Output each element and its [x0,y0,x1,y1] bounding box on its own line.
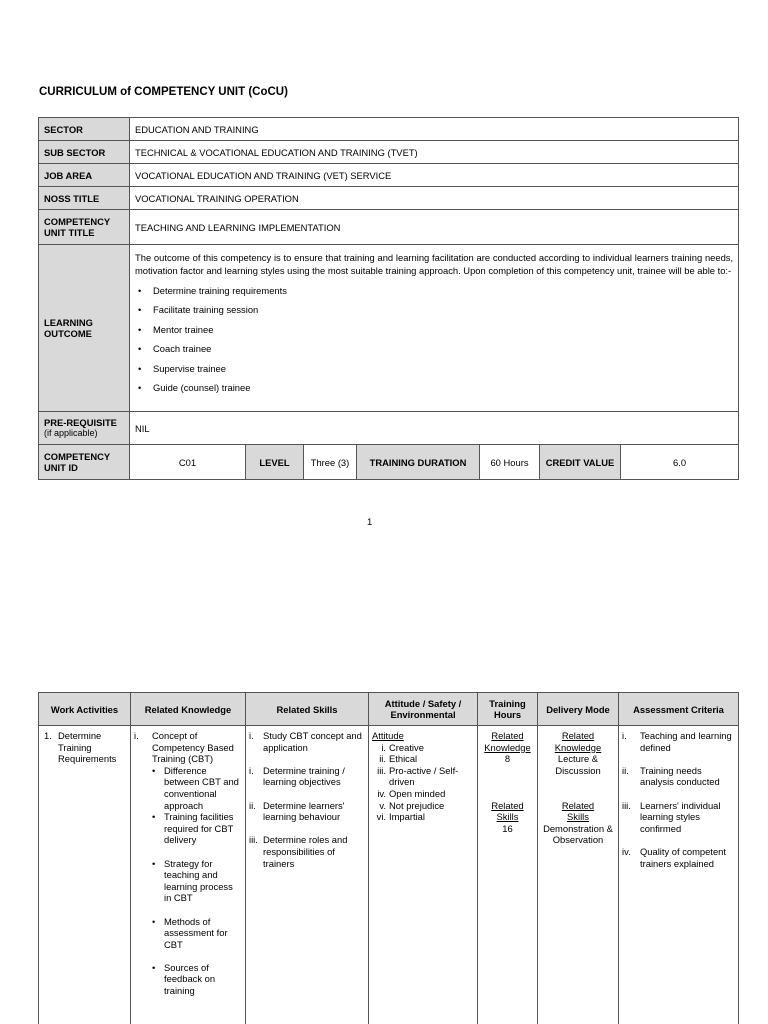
attitude-text: Open minded [389,787,446,799]
sub-sector-value: TECHNICAL & VOCATIONAL EDUCATION AND TRAINING (TVET) [130,141,739,164]
prereq-label: PRE-REQUISITE [44,417,117,428]
list-marker: 1. [44,730,52,741]
cu-title-row [39,210,739,245]
page-number: 1 [367,517,373,528]
attitude-text: Not prejudice [389,799,445,811]
document-title: CURRICULUM of COMPETENCY UNIT (CoCU) [39,86,288,98]
list-item [372,742,474,754]
learning-outcome-row [39,245,739,412]
learning-outcome-label: LEARNING OUTCOME [39,245,130,412]
list-marker: ii. [622,764,629,776]
list-marker: iii. [622,799,631,811]
sub-sector-row [39,141,739,164]
outcome-item: • Supervise trainee [135,363,733,383]
list-item [622,846,735,869]
sector-value: EDUCATION AND TRAINING [130,118,739,141]
delivery-rk-label: Related [561,730,595,741]
level-value: Three (3) [304,445,357,480]
outcome-item: • Mentor trainee [135,324,733,344]
header-assessment-criteria: Assessment Criteria [619,693,739,726]
list-item [249,765,365,788]
attitude-text: Pro-active / Self-driven [389,764,459,788]
cocu-info-table [38,117,739,480]
skill-text: Study CBT concept and application [263,730,362,753]
header-attitude: Attitude / Safety / Environmental [369,693,478,726]
delivery-rk-mode: Lecture & Discussion [555,753,601,776]
list-item [372,800,474,812]
list-marker: ii. [249,799,256,811]
assessment-text: Teaching and learning defined [640,730,732,753]
attitude-text: Ethical [389,753,418,765]
level-label: LEVEL [246,445,304,480]
list-item [622,800,735,835]
list-item [372,788,474,800]
assessment-text: Training needs analysis conducted [640,764,720,788]
list-item [249,834,365,869]
list-marker: iii. [377,764,386,776]
hours-rs-label: Skills [496,811,519,823]
table-row [39,726,739,1024]
list-marker: vi. [376,811,386,823]
duration-label: TRAINING DURATION [357,445,480,480]
header-related-knowledge: Related Knowledge [131,693,246,726]
job-area-row [39,164,739,187]
hours-rk-label: Knowledge [484,741,531,753]
header-training-hours: Training Hours [478,693,538,726]
outcome-item: • Facilitate training session [135,304,733,324]
attitude-text: Creative [389,741,424,753]
prereq-label-cell [39,412,130,445]
hours-rk-value: 8 [504,753,511,765]
prereq-note: (if applicable) [44,428,98,438]
list-item: • Methods of assessment for CBT [152,916,242,951]
knowledge-sub-list [152,765,242,997]
credit-value: 6.0 [621,445,739,480]
job-area-label: JOB AREA [39,164,130,187]
list-marker: i. [249,764,254,776]
list-item [622,730,735,753]
list-item [134,730,242,997]
list-marker: iv. [377,787,386,799]
learning-outcome-cell [130,245,739,412]
list-item [249,800,365,823]
hours-rs-label: Related [491,799,524,811]
sub-sector-label: SUB SECTOR [39,141,130,164]
header-related-skills: Related Skills [246,693,369,726]
list-marker: iv. [622,845,631,857]
related-skills-cell [246,726,369,1024]
list-item [42,730,127,765]
cu-title-label: COMPETENCY UNIT TITLE [39,210,130,245]
list-item [372,753,474,765]
delivery-rs-label: Related [561,799,595,811]
training-hours-cell [478,726,538,1024]
attitude-heading: Attitude [372,730,404,741]
list-item: • Difference between CBT and conventional approach [152,765,242,811]
noss-title-label: NOSS TITLE [39,187,130,210]
delivery-mode-cell [538,726,619,1024]
duration-value: 60 Hours [480,445,540,480]
list-marker: i. [249,730,254,741]
hours-rk-label: Related [491,730,524,741]
cu-id-value: C01 [130,445,246,480]
activity-header-row [39,693,739,726]
prereq-value: NIL [130,412,739,445]
list-marker: v. [379,799,386,811]
job-area-value: VOCATIONAL EDUCATION AND TRAINING (VET) SERVICE [130,164,739,187]
attitude-cell [369,726,478,1024]
work-activity-text: Determine Training Requirements [58,730,117,765]
delivery-rk-label: Knowledge [554,741,602,753]
list-marker: i. [381,741,386,753]
learning-outcome-text: The outcome of this competency is to ensure that training and learning facilitation are conducted according to individual learners training needs, motivation factor and learning styles using the most suitable training approach. Upon completion of this competency unit, trainee will be able to:- [135,252,734,276]
work-activity-table [38,692,739,1024]
noss-title-value: VOCATIONAL TRAINING OPERATION [130,187,739,210]
work-activity-cell [39,726,131,1024]
list-item [249,730,365,753]
list-marker: i. [622,730,627,741]
delivery-rs-mode: Demonstration & Observation [543,822,613,846]
learning-outcome-list [135,285,733,402]
header-work-activities: Work Activities [39,693,131,726]
sector-label: SECTOR [39,118,130,141]
cu-title-value: TEACHING AND LEARNING IMPLEMENTATION [130,210,739,245]
list-item [372,765,474,788]
assessment-criteria-cell [619,726,739,1024]
header-delivery-mode: Delivery Mode [538,693,619,726]
attitude-text: Impartial [389,811,425,823]
list-item: • Strategy for teaching and learning process in CBT [152,858,242,904]
list-item [372,811,474,823]
list-marker: iii. [249,834,258,846]
skill-text: Determine training / learning objectives [263,764,345,788]
list-item: • Training facilities required for CBT delivery [152,811,242,846]
knowledge-main-text: Concept of Competency Based Training (CBT) [152,730,234,765]
related-knowledge-cell [131,726,246,1024]
credit-label: CREDIT VALUE [540,445,621,480]
skill-text: Determine roles and responsibilities of trainers [263,834,348,869]
cu-id-row [39,445,739,480]
outcome-item: • Determine training requirements [135,285,733,305]
list-item: • Sources of feedback on training [152,962,242,997]
assessment-text: Learners' individual learning styles confirmed [640,799,721,834]
prereq-row [39,412,739,445]
hours-rs-value: 16 [502,822,513,834]
list-marker: i. [134,730,139,741]
delivery-rs-label: Skills [567,811,589,823]
list-item [622,765,735,788]
cu-id-label: COMPETENCY UNIT ID [39,445,130,480]
list-marker: ii. [379,753,386,765]
skill-text: Determine learners' learning behaviour [263,799,345,823]
sector-row [39,118,739,141]
outcome-item: • Coach trainee [135,343,733,363]
noss-title-row [39,187,739,210]
assessment-text: Quality of competent trainers explained [640,845,726,869]
outcome-item: • Guide (counsel) trainee [135,382,733,402]
